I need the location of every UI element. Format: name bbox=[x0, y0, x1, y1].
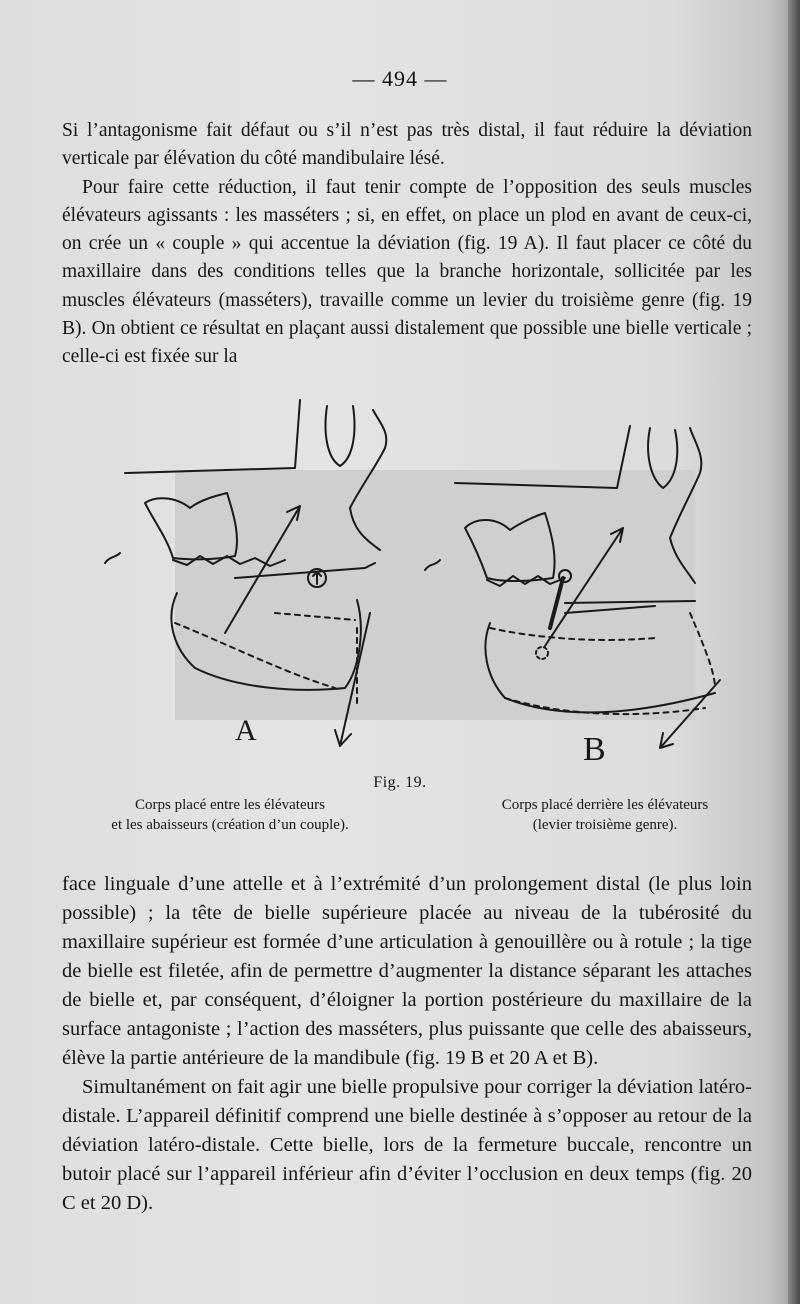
paragraph: Pour faire cette réduction, il faut tenir compte de l’opposition des seuls muscles élévateurs agissants : les masséters ; si, en effet, on place un plod en avant de ceux-ci, on crée un « couple » qui accentue la déviation (fig. 19 A). Il faut placer ce côté du maxillaire dans des conditions telles que la branche horizontale, sollicitée par les muscles élévateurs (masséters), travaille comme un levier du troisième genre (fig. 19 B). On obtient ce résultat en plaçant aussi distalement que possible une bielle verticale ; celle-ci est fixée sur la bbox=[62, 176, 752, 368]
tick-mark bbox=[105, 553, 120, 563]
panel-a-label: A bbox=[235, 714, 257, 747]
book-spine-shadow bbox=[788, 0, 800, 1304]
text-block-top bbox=[62, 117, 752, 372]
ramus-notch bbox=[326, 406, 355, 466]
paragraph: Simultanément on fait agir une bielle propulsive pour corriger la déviation latéro-distale. L’appareil définitif comprend une bielle destinée à s’opposer au retour de la déviation latéro-distale. Cette bielle, lors de la fermeture buccale, rencontre un butoir placé sur l’appareil inférieur afin d’éviter l’occlusion en deux temps (fig. 20 C et 20 D). bbox=[62, 1076, 752, 1214]
caption-line: Corps placé entre les élévateurs bbox=[135, 797, 325, 813]
caption-line: (levier troisième genre). bbox=[532, 817, 678, 833]
caption-line: Corps placé derrière les élévateurs bbox=[501, 797, 709, 813]
paragraph: Si l’antagonisme fait défaut ou s’il n’est pas très distal, il faut réduire la déviation verticale par élévation du côté mandibulaire lésé. bbox=[62, 120, 752, 170]
figure-caption-left bbox=[70, 795, 390, 835]
figure-19-illustration bbox=[95, 388, 745, 768]
figure-shaded-background bbox=[175, 470, 695, 720]
paragraph: face linguale d’une attelle et à l’extrémité d’un prolongement distal (le plus loin possible) ; la tête de bielle supérieure placée au niveau de la tubérosité du maxillaire supérieur est formée d’une articulation à genouillère ou à rotule ; la tige de bielle est filetée, afin de permettre d’augmenter la distance séparant les attaches de bielle et, par conséquent, d’éloigner la portion postérieure du maxillaire de la surface antagoniste ; l’action des masséters, plus puissante que celle des abaisseurs, élève la partie antérieure de la mandibule (fig. 19 B et 20 A et B). bbox=[62, 873, 752, 1069]
page-number: — 494 — bbox=[352, 66, 448, 91]
figure-caption-right bbox=[440, 795, 770, 835]
figure-title: Fig. 19. bbox=[373, 774, 427, 791]
panel-b-label: B bbox=[583, 731, 606, 768]
caption-line: et les abaisseurs (création d’un couple). bbox=[111, 817, 349, 833]
maxilla-outline bbox=[125, 400, 300, 473]
text-block-bottom bbox=[62, 870, 752, 1218]
